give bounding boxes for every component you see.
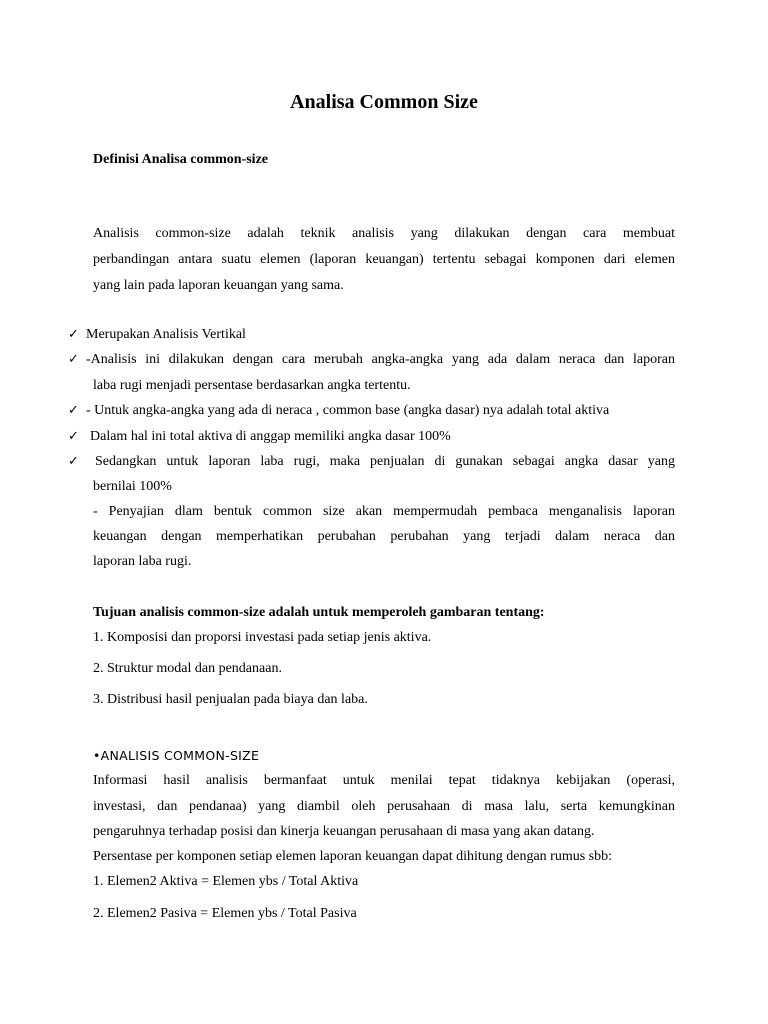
definition-paragraph-line: Analisis common-size adalah teknik analisis yang dilakukan dengan cara membuat	[93, 226, 675, 241]
checklist-item: Merupakan Analisis Vertikal	[86, 327, 246, 342]
analysis-paragraph-line: Informasi hasil analisis bermanfaat untuk menilai tepat tidaknya kebijakan (operasi,	[93, 773, 675, 788]
presentation-note-line: - Penyajian dlam bentuk common size akan mempermudah pembaca menganalisis laporan	[93, 504, 675, 519]
checkmark-icon: ✓	[68, 429, 79, 444]
purpose-item: 1. Komposisi dan proporsi investasi pada setiap jenis aktiva.	[93, 630, 432, 645]
checkmark-icon: ✓	[68, 352, 79, 367]
checklist-item: -Analisis ini dilakukan dengan cara merubah angka-angka yang ada dalam neraca dan laporan	[86, 352, 675, 367]
checklist-item-continuation: laba rugi menjadi persentase berdasarkan angka tertentu.	[93, 378, 411, 393]
formula-item: 1. Elemen2 Aktiva = Elemen ybs / Total Aktiva	[93, 874, 359, 889]
checkmark-icon: ✓	[68, 454, 79, 469]
checklist-item: Dalam hal ini total aktiva di anggap memiliki angka dasar 100%	[90, 429, 451, 444]
checklist-item: Sedangkan untuk laporan laba rugi, maka penjualan di gunakan sebagai angka dasar yang	[95, 454, 675, 469]
checklist-item-continuation: bernilai 100%	[93, 479, 172, 494]
purpose-item: 2. Struktur modal dan pendanaan.	[93, 661, 282, 676]
analysis-paragraph-line: pengaruhnya terhadap posisi dan kinerja keuangan perusahaan di masa yang akan datang.	[93, 824, 595, 839]
definition-paragraph-line: perbandingan antara suatu elemen (laporan keuangan) tertentu sebagai komponen dari elemen	[93, 252, 675, 267]
definition-heading: Definisi Analisa common-size	[93, 152, 268, 167]
analysis-heading: •ANALISIS COMMON-SIZE	[93, 748, 260, 763]
purpose-item: 3. Distribusi hasil penjualan pada biaya dan laba.	[93, 692, 368, 707]
document-title: Analisa Common Size	[290, 91, 478, 113]
formula-item: 2. Elemen2 Pasiva = Elemen ybs / Total Pasiva	[93, 906, 357, 921]
analysis-paragraph-line: investasi, dan pendanaa) yang diambil oleh perusahaan di masa lalu, serta kemungkinan	[93, 799, 675, 814]
checklist-item: - Untuk angka-angka yang ada di neraca , common base (angka dasar) nya adalah total aktiva	[86, 403, 610, 418]
presentation-note-line: keuangan dengan memperhatikan perubahan perubahan yang terjadi dalam neraca dan	[93, 529, 675, 544]
formula-intro: Persentase per komponen setiap elemen laporan keuangan dapat dihitung dengan rumus sbb:	[93, 849, 613, 864]
definition-paragraph-line: yang lain pada laporan keuangan yang sama.	[93, 278, 344, 293]
checkmark-icon: ✓	[68, 327, 79, 342]
presentation-note-line: laporan laba rugi.	[93, 554, 192, 569]
checkmark-icon: ✓	[68, 403, 79, 418]
purpose-heading: Tujuan analisis common-size adalah untuk memperoleh gambaran tentang:	[93, 605, 545, 620]
